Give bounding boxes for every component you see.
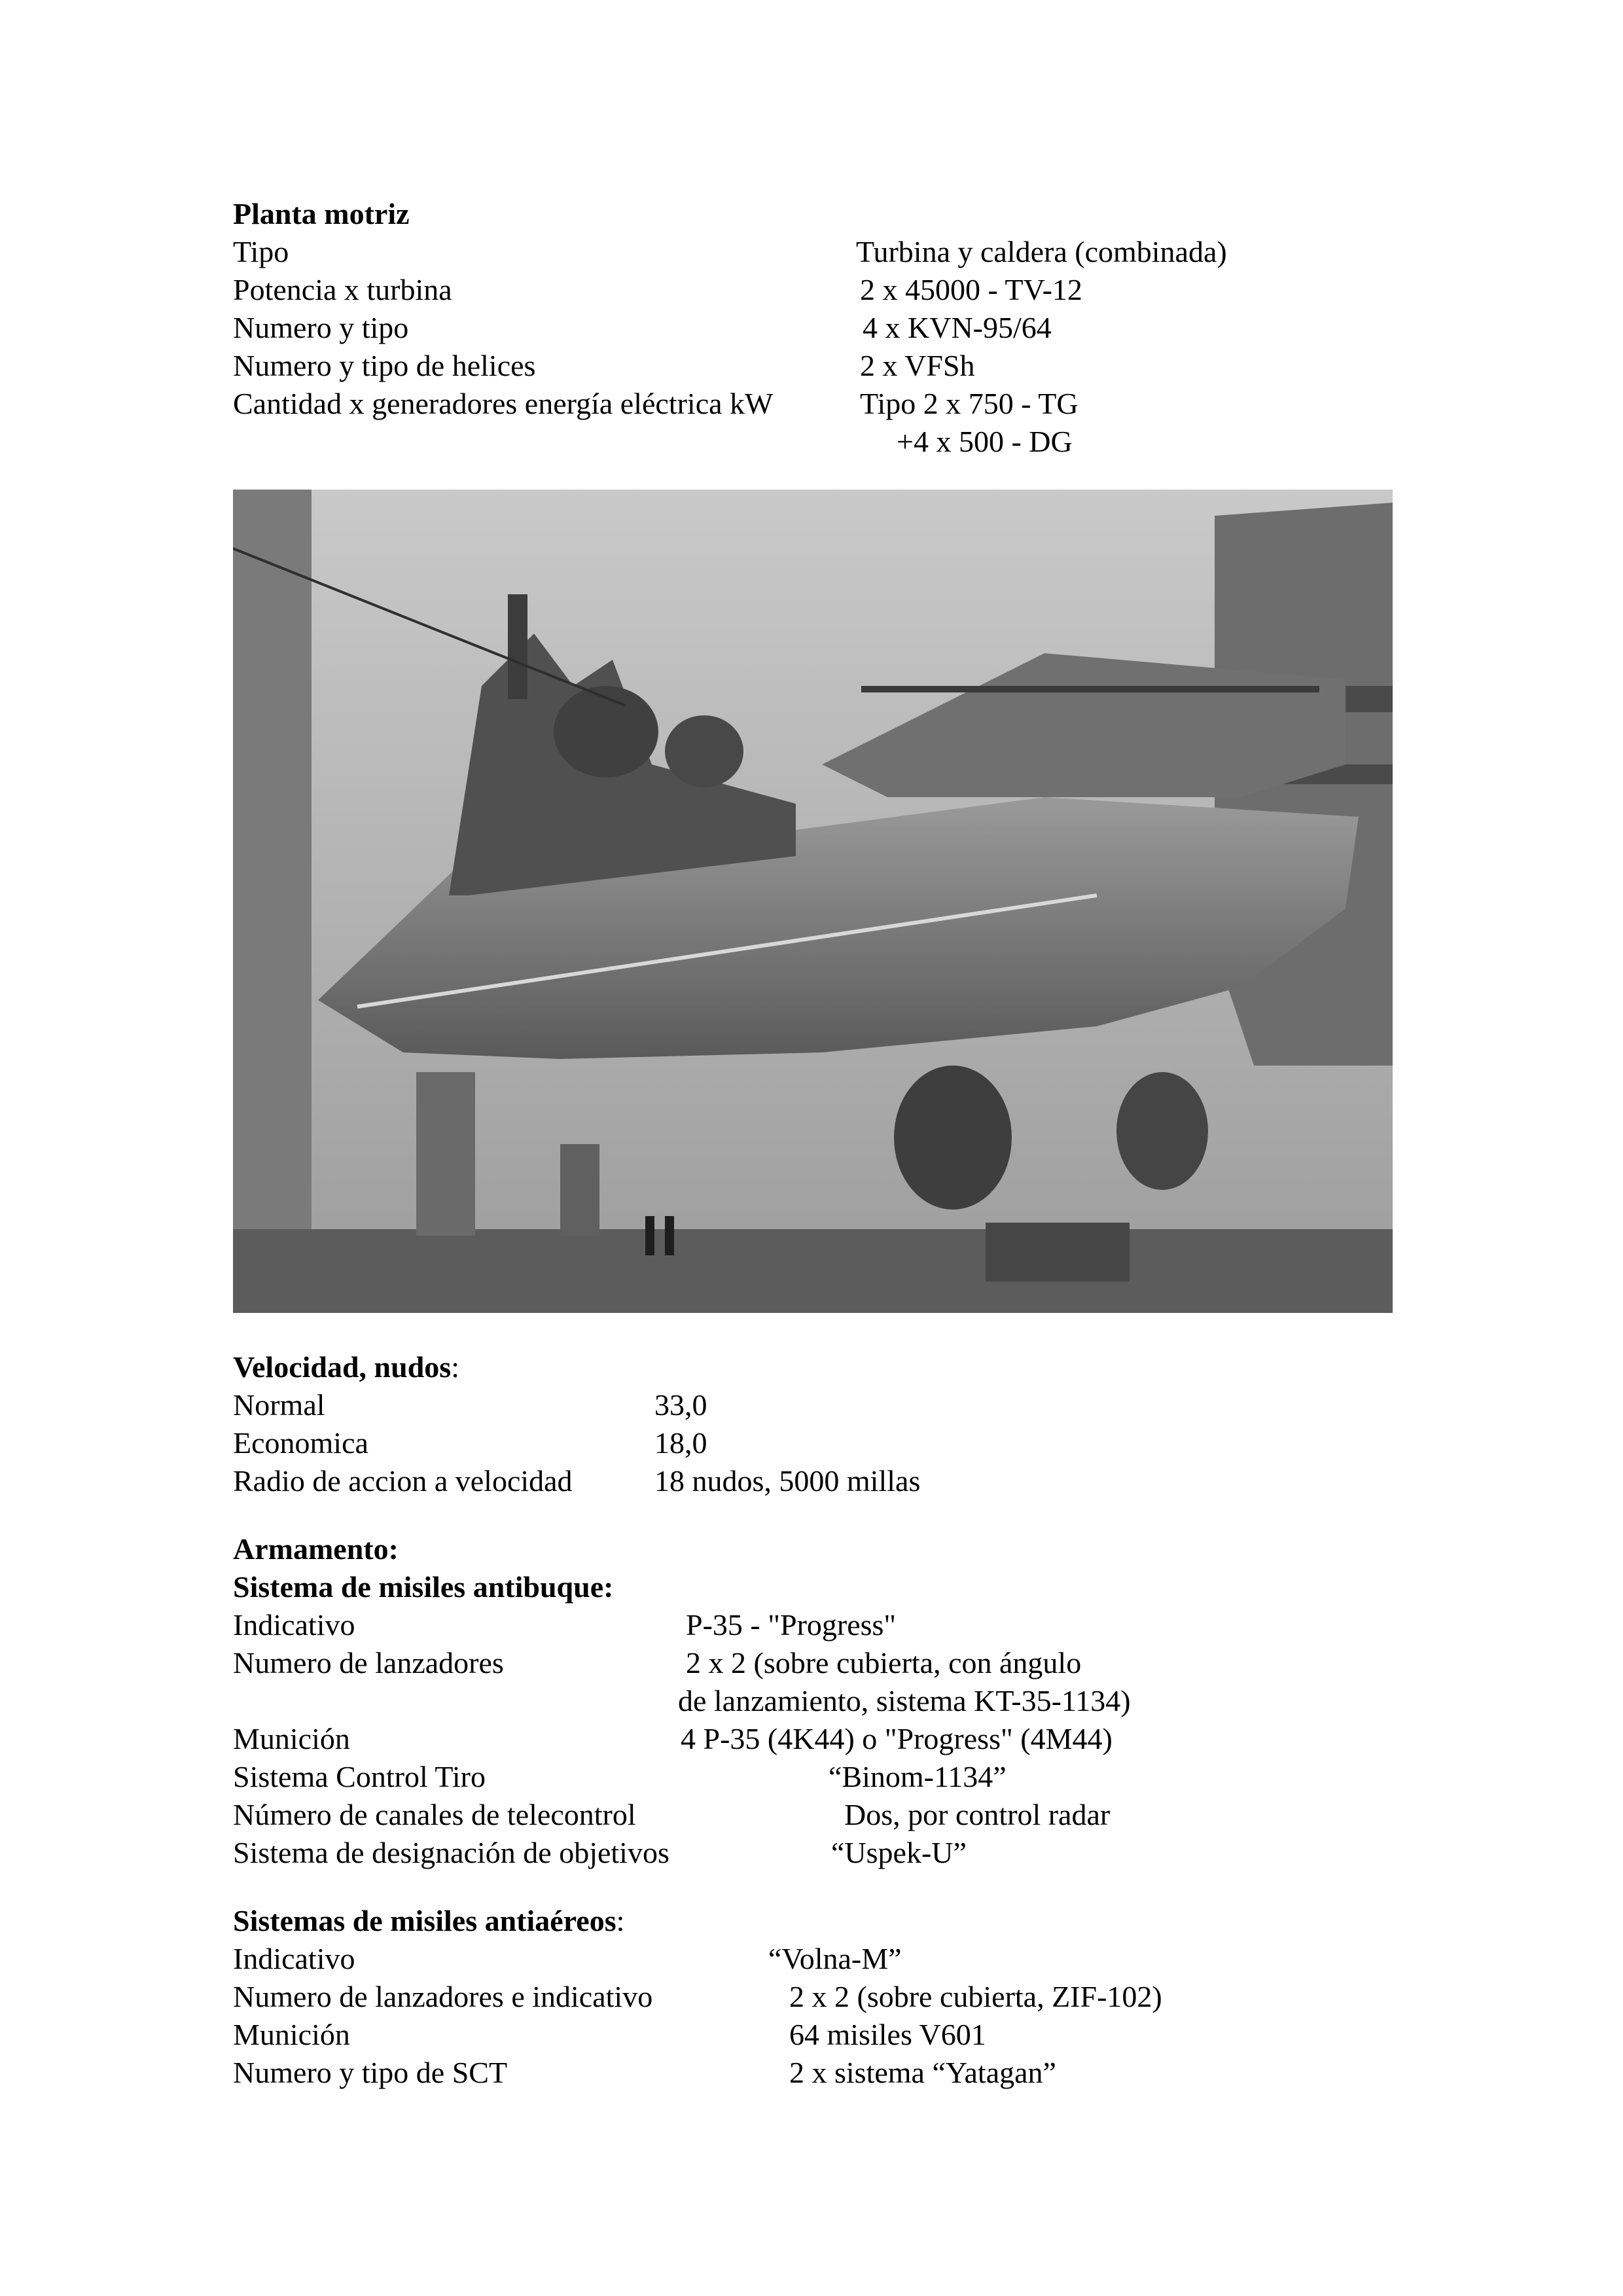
- spec-value: 2 x 2 (sobre cubierta, con ángulo: [686, 1646, 1082, 1679]
- spec-label: Indicativo: [233, 1608, 355, 1641]
- spec-label: Numero de lanzadores e indicativo: [233, 1980, 653, 2013]
- spec-label: Cantidad x generadores energía eléctrica kW: [233, 387, 774, 420]
- spec-label: Normal: [233, 1388, 325, 1422]
- spec-value: 2 x VFSh: [860, 349, 975, 382]
- spec-value: Dos, por control radar: [844, 1798, 1111, 1831]
- spec-value: Turbina y caldera (combinada): [856, 235, 1227, 268]
- spec-label: Munición: [233, 1722, 350, 1755]
- spec-value: 18,0: [654, 1426, 707, 1460]
- spec-label: Sistema Control Tiro: [233, 1760, 486, 1793]
- spec-label: Radio de accion a velocidad: [233, 1464, 573, 1498]
- spec-value: 64 misiles V601: [789, 2018, 986, 2051]
- spec-label: Numero y tipo: [233, 311, 409, 344]
- ship-drydock-photo: [233, 490, 1393, 1313]
- spec-label: Indicativo: [233, 1942, 355, 1975]
- section-heading-planta-motriz: Planta motriz: [233, 197, 410, 230]
- spec-value: Tipo 2 x 750 - TG: [860, 387, 1079, 420]
- subsection-heading-antibuque: Sistema de misiles antibuque:: [233, 1570, 614, 1604]
- spec-value: 4 P-35 (4K44) o "Progress" (4M44): [681, 1722, 1113, 1755]
- spec-label: Número de canales de telecontrol: [233, 1798, 636, 1831]
- spec-label: Numero y tipo de helices: [233, 349, 536, 382]
- spec-label: Tipo: [233, 235, 289, 268]
- spec-value: 2 x sistema “Yatagan”: [789, 2056, 1056, 2089]
- section-heading-velocidad: Velocidad, nudos:: [233, 1350, 459, 1384]
- spec-value: “Uspek-U”: [831, 1836, 967, 1869]
- spec-label: Economica: [233, 1426, 368, 1460]
- spec-value: +4 x 500 - DG: [897, 425, 1073, 458]
- spec-label: Numero y tipo de SCT: [233, 2056, 508, 2089]
- spec-value: “Binom-1134”: [829, 1760, 1007, 1793]
- section-heading-antiaereos: Sistemas de misiles antiaéreos:: [233, 1904, 625, 1937]
- spec-value: 2 x 45000 - TV-12: [860, 273, 1082, 306]
- spec-value: 4 x KVN-95/64: [863, 311, 1052, 344]
- spec-label: Munición: [233, 2018, 350, 2051]
- spec-value: P-35 - "Progress": [686, 1608, 897, 1641]
- spec-label: Numero de lanzadores: [233, 1646, 504, 1679]
- section-heading-armamento: Armamento:: [233, 1532, 399, 1566]
- spec-value: 33,0: [654, 1388, 707, 1422]
- spec-value: 2 x 2 (sobre cubierta, ZIF-102): [789, 1980, 1162, 2013]
- spec-value: de lanzamiento, sistema KT-35-1134): [678, 1684, 1131, 1717]
- spec-label: Potencia x turbina: [233, 273, 452, 306]
- spec-label: Sistema de designación de objetivos: [233, 1836, 669, 1869]
- spec-value: “Volna-M”: [768, 1942, 902, 1975]
- spec-value: 18 nudos, 5000 millas: [654, 1464, 921, 1498]
